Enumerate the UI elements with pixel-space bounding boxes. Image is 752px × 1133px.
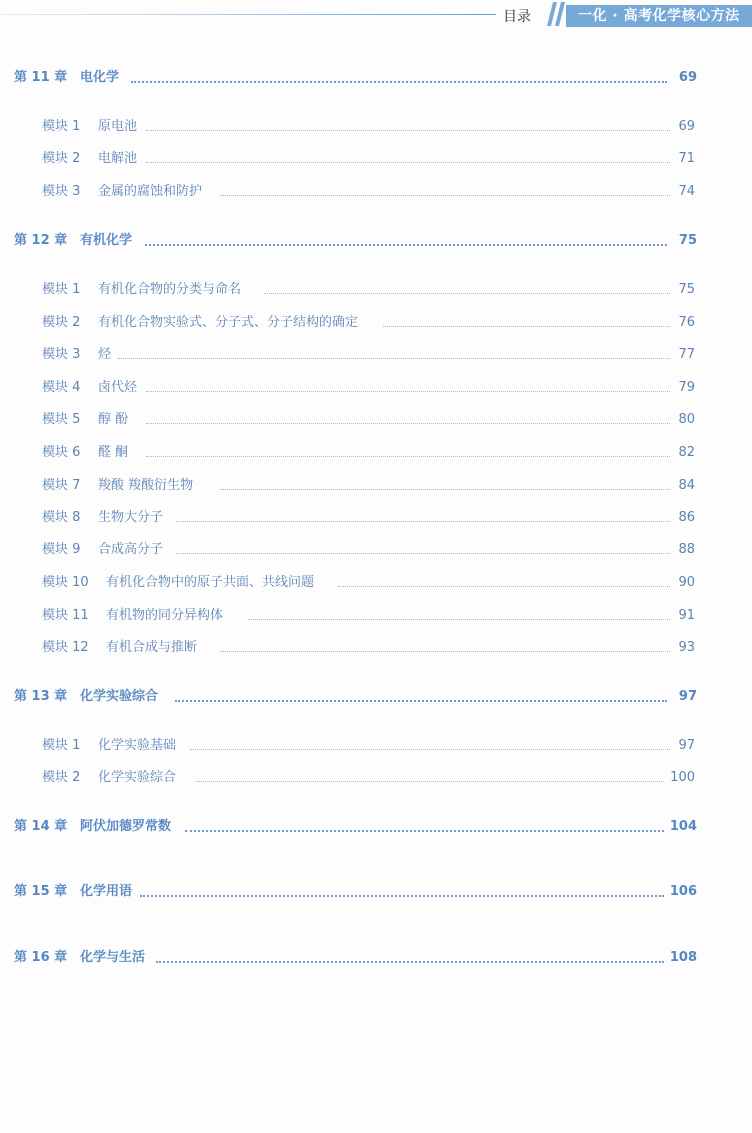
module-number: 模块 4: [42, 380, 81, 395]
toc-chapter-13[interactable]: [0, 687, 752, 707]
page-number: 90: [678, 575, 695, 590]
module-title: 化学实验基础: [98, 738, 177, 753]
module-number: 模块 6: [42, 445, 81, 460]
toc-chapter-15[interactable]: [0, 882, 752, 902]
toc-module-item[interactable]: [0, 182, 752, 202]
module-number: 模块 7: [42, 478, 81, 493]
toc-module-item[interactable]: [0, 149, 752, 169]
module-title: 有机合成与推断: [106, 640, 198, 655]
chapter-title: 有机化学: [80, 233, 133, 248]
page-number: 77: [678, 347, 695, 362]
module-number: 模块 12: [42, 640, 89, 655]
module-title: 生物大分子: [98, 510, 164, 525]
page-number: 76: [678, 315, 695, 330]
page-header: [0, 0, 752, 34]
page-number: 75: [678, 282, 695, 297]
dot-leader: [175, 700, 667, 702]
dot-leader: [118, 358, 670, 359]
dot-leader: [140, 895, 664, 897]
module-number: 模块 11: [42, 608, 89, 623]
toc-module-item[interactable]: [0, 378, 752, 398]
toc-module-item[interactable]: [0, 410, 752, 430]
module-title: 醇 酚: [98, 412, 129, 427]
toc-module-item[interactable]: [0, 443, 752, 463]
dot-leader: [220, 195, 670, 196]
page-number: 75: [678, 233, 697, 248]
toc-module-item[interactable]: [0, 313, 752, 333]
chapter-title: 化学实验综合: [80, 689, 159, 704]
chapter-title: 电化学: [80, 70, 120, 85]
dot-leader: [220, 489, 670, 490]
page-number: 71: [678, 151, 695, 166]
module-number: 模块 1: [42, 282, 81, 297]
chapter-title: 阿伏加德罗常数: [80, 819, 172, 834]
module-title: 合成高分子: [98, 542, 164, 557]
page-number: 69: [678, 70, 697, 85]
chapter-title: 化学用语: [80, 884, 133, 899]
module-title: 羧酸 羧酸衍生物: [98, 478, 194, 493]
module-number: 模块 2: [42, 151, 81, 166]
page-number: 97: [678, 689, 697, 704]
module-title: 有机化合物实验式、分子式、分子结构的确定: [98, 315, 359, 330]
page-number: 79: [678, 380, 695, 395]
page-number: 91: [678, 608, 695, 623]
page-number: 82: [678, 445, 695, 460]
toc-module-item[interactable]: [0, 736, 752, 756]
page-number: 88: [678, 542, 695, 557]
dot-leader: [264, 293, 670, 294]
chapter-number: 第 15 章: [14, 884, 68, 899]
module-title: 卤代烃: [98, 380, 138, 395]
toc-module-item[interactable]: [0, 280, 752, 300]
book-title-banner: 一化 · 高考化学核心方法: [566, 5, 752, 27]
module-title: 醛 酮: [98, 445, 129, 460]
module-title: 原电池: [98, 119, 138, 134]
dot-leader: [383, 326, 670, 327]
dot-leader: [220, 651, 670, 652]
page-number: 97: [678, 738, 695, 753]
dot-leader: [146, 391, 670, 392]
dot-leader: [190, 749, 670, 750]
page-number: 100: [670, 770, 695, 785]
module-title: 有机物的同分异构体: [106, 608, 224, 623]
dot-leader: [338, 586, 670, 587]
dot-leader: [176, 553, 670, 554]
module-number: 模块 3: [42, 347, 81, 362]
chapter-title: 化学与生活: [80, 950, 146, 965]
page-number: 104: [669, 819, 697, 834]
dot-leader: [145, 244, 667, 246]
module-number: 模块 2: [42, 770, 81, 785]
toc-chapter-12[interactable]: [0, 231, 752, 251]
module-title: 化学实验综合: [98, 770, 177, 785]
toc-chapter-14[interactable]: [0, 817, 752, 837]
module-number: 模块 3: [42, 184, 81, 199]
chapter-number: 第 16 章: [14, 950, 68, 965]
chapter-number: 第 11 章: [14, 70, 68, 85]
double-slash-icon: [547, 2, 565, 26]
chapter-number: 第 13 章: [14, 689, 68, 704]
page-number: 86: [678, 510, 695, 525]
module-title: 有机化合物的分类与命名: [98, 282, 242, 297]
module-title: 电解池: [98, 151, 138, 166]
module-number: 模块 1: [42, 738, 81, 753]
chapter-number: 第 12 章: [14, 233, 68, 248]
page-number: 80: [678, 412, 695, 427]
module-title: 有机化合物中的原子共面、共线问题: [106, 575, 315, 590]
page-number: 69: [678, 119, 695, 134]
dot-leader: [131, 81, 667, 83]
toc-module-item[interactable]: [0, 476, 752, 496]
page-number: 93: [678, 640, 695, 655]
toc-chapter-11[interactable]: [0, 68, 752, 88]
module-title: 烃: [98, 347, 112, 362]
module-number: 模块 9: [42, 542, 81, 557]
section-label: 目录: [503, 9, 531, 25]
header-rule: [0, 14, 496, 15]
toc-module-item[interactable]: [0, 606, 752, 626]
dot-leader: [248, 619, 670, 620]
toc-module-item[interactable]: [0, 540, 752, 560]
page-number: 74: [678, 184, 695, 199]
page-number: 106: [669, 884, 697, 899]
module-number: 模块 2: [42, 315, 81, 330]
page-number: 108: [669, 950, 697, 965]
dot-leader: [196, 781, 664, 782]
toc-module-item[interactable]: [0, 638, 752, 658]
toc-module-item[interactable]: [0, 768, 752, 788]
module-number: 模块 10: [42, 575, 89, 590]
dot-leader: [156, 961, 664, 963]
module-title: 金属的腐蚀和防护: [98, 184, 203, 199]
dot-leader: [146, 423, 670, 424]
dot-leader: [146, 456, 670, 457]
dot-leader: [146, 162, 670, 163]
module-number: 模块 1: [42, 119, 81, 134]
page-number: 84: [678, 478, 695, 493]
module-number: 模块 8: [42, 510, 81, 525]
toc-module-item[interactable]: [0, 573, 752, 593]
dot-leader: [185, 830, 664, 832]
chapter-number: 第 14 章: [14, 819, 68, 834]
toc-module-item[interactable]: [0, 345, 752, 365]
dot-leader: [146, 130, 670, 131]
toc-module-item[interactable]: [0, 508, 752, 528]
module-number: 模块 5: [42, 412, 81, 427]
toc-module-item[interactable]: [0, 117, 752, 137]
dot-leader: [176, 521, 670, 522]
toc-chapter-16[interactable]: [0, 948, 752, 968]
